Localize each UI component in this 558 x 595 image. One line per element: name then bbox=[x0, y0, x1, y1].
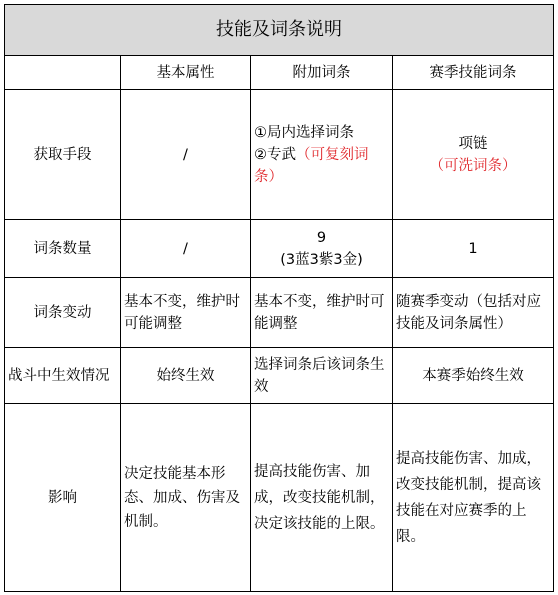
impact-extra-cell: 提高技能伤害、加成，改变技能机制，决定该技能的上限。 bbox=[251, 404, 393, 592]
count-extra-cell bbox=[251, 220, 393, 278]
count-extra-sub: (3蓝3紫3金) bbox=[280, 251, 363, 268]
change-season-cell: 随赛季变动（包括对应技能及词条属性） bbox=[393, 278, 554, 348]
acquire-extra-red-note: （可复刻词条） bbox=[254, 146, 369, 185]
header-cell-extra: 附加词条 bbox=[251, 56, 393, 90]
row-label-effective: 战斗中生效情况 bbox=[5, 348, 121, 404]
count-extra-main: 9 bbox=[316, 229, 327, 246]
acquire-extra-prefix: ②专武 bbox=[254, 146, 296, 163]
acquire-season-red-note: （可洗词条） bbox=[429, 157, 517, 174]
row-label-impact: 影响 bbox=[5, 404, 121, 592]
acquire-basic-cell: / bbox=[121, 90, 251, 220]
row-label-acquire: 获取手段 bbox=[5, 90, 121, 220]
table-row-count bbox=[5, 220, 554, 278]
acquire-extra-line1: ①局内选择词条 bbox=[254, 124, 354, 141]
acquire-season-main: 项链 bbox=[458, 135, 488, 152]
acquire-extra-cell bbox=[251, 90, 393, 220]
header-cell-basic: 基本属性 bbox=[121, 56, 251, 90]
table-title: 技能及词条说明 bbox=[5, 5, 554, 56]
effective-season-cell: 本赛季始终生效 bbox=[393, 348, 554, 404]
effective-basic-cell: 始终生效 bbox=[121, 348, 251, 404]
skill-affix-table bbox=[4, 4, 554, 592]
count-basic-cell: / bbox=[121, 220, 251, 278]
acquire-season-cell bbox=[393, 90, 554, 220]
acquire-extra-line2 bbox=[254, 144, 389, 188]
impact-season-cell: 提高技能伤害、加成，改变技能机制，提高该技能在对应赛季的上限。 bbox=[393, 404, 554, 592]
table-row-change bbox=[5, 278, 554, 348]
row-label-change: 词条变动 bbox=[5, 278, 121, 348]
table-row-impact bbox=[5, 404, 554, 592]
impact-basic-cell: 决定技能基本形态、加成、伤害及机制。 bbox=[121, 404, 251, 592]
effective-extra-cell: 选择词条后该词条生效 bbox=[251, 348, 393, 404]
header-cell-empty bbox=[5, 56, 121, 90]
count-season-cell: 1 bbox=[393, 220, 554, 278]
change-basic-cell: 基本不变，维护时可能调整 bbox=[121, 278, 251, 348]
table-row-effective bbox=[5, 348, 554, 404]
row-label-count: 词条数量 bbox=[5, 220, 121, 278]
header-row bbox=[5, 56, 554, 90]
header-cell-season: 赛季技能词条 bbox=[393, 56, 554, 90]
table-row-acquire bbox=[5, 90, 554, 220]
title-row bbox=[5, 5, 554, 56]
change-extra-cell: 基本不变，维护时可能调整 bbox=[251, 278, 393, 348]
